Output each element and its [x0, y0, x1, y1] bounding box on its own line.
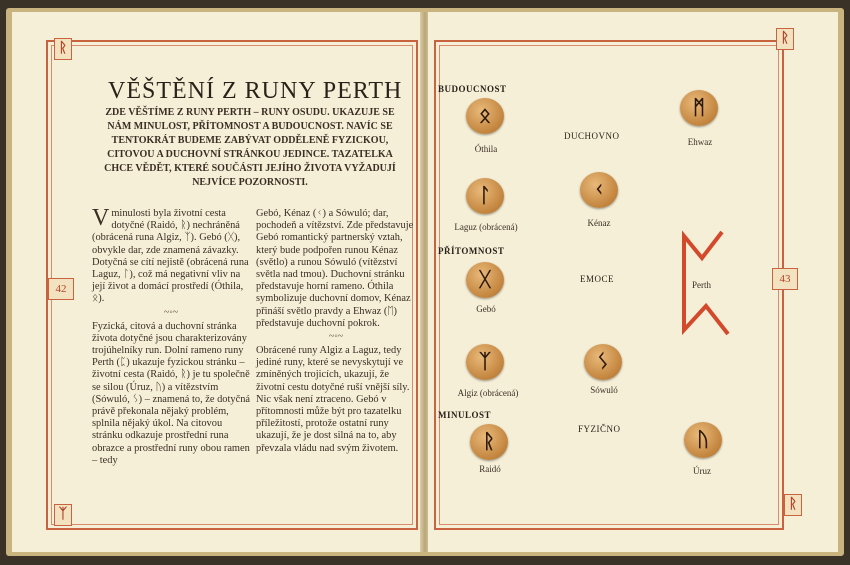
page-number: 43 [772, 268, 798, 290]
flourish-divider: ~◦~ [328, 331, 344, 343]
paragraph: Obrácené runy Algiz a Laguz, tedy jediné runy, které se nevyskytují ve zmíněných trojicích, ukazují, že životní cestu dotyčné ruší vnější síly. Nic však není ztraceno. Gebó v přítomnosti může být pro tazatelku příležitostí, protože ostatní runy ukazují, že je dost silná na to, aby převzala vládu nad svým životem. [256, 345, 410, 454]
rune-caption: Sówuló [590, 385, 618, 395]
drop-cap: V [92, 205, 110, 231]
raido-rune-icon: ᚱ [470, 424, 508, 460]
rune-caption: Laguz (obrácená) [454, 222, 518, 232]
rune-caption: Gebó [476, 304, 496, 314]
category-label-physical: FYZIČNO [578, 424, 621, 434]
ehwaz-rune-icon: ᛗ [680, 90, 718, 126]
section-label-future: BUDOUCNOST [438, 84, 507, 94]
open-book [6, 8, 844, 556]
flourish-divider: ~◦~ [163, 306, 179, 318]
section-label-past: MINULOST [438, 410, 492, 420]
page-title: VĚŠTĚNÍ Z RUNY PERTH [108, 78, 403, 104]
rune-caption: Úruz [693, 466, 711, 476]
intro-paragraph: ZDE VĚŠTÍME Z RUNY PERTH – RUNY OSUDU. UKAZUJE SE NÁM MINULOST, PŘÍTOMNOST A BUDOUCNOST. NAVÍC SE TENTOKRÁT BUDEME ZABÝVAT ODDĚLENĚ FYZICKOU, CITOVOU A DUCHOVNÍ STRÁNKOU JEDINCE. TAZATELKA CHCE VĚDĚT, KTERÉ SOUČÁSTI JEJÍHO ŽIVOTA VYŽADUJÍ NEJVÍCE POZORNOSTI. [104, 107, 396, 188]
kenaz-rune-icon: ᚲ [580, 172, 618, 208]
rune-caption: Kénaz [587, 218, 611, 228]
rune-caption: Perth [692, 280, 711, 290]
right-page [428, 12, 838, 552]
othila-rune-icon: ᛟ [466, 98, 504, 134]
rune-caption: Ehwaz [687, 137, 713, 147]
section-label-present: PŘÍTOMNOST [438, 246, 505, 256]
paragraph: Fyzická, citová a duchovní stránka života dotyčné jsou charakterizovány trojúhelníky run. Dolní rameno runy Perth (ᛈ) ukazuje fyzickou stránku – životní cesta (Raidó, ᚱ) je tu společně se silou (Úruz, ᚢ) a vítězstvím (Sówuló, ᛊ) – znamená to, že dotyčná právě překonala nějaký problém, splnila nějaký úkol. Na citovou stránku odkazuje prostřední runa obrazce a prostřední runy obou ramen – tedy [92, 320, 251, 466]
text-column-2 [256, 208, 416, 455]
rune-caption: Óthila [474, 144, 498, 154]
algiz-rune-icon: ᛉ [466, 344, 504, 380]
rune-caption: Algiz (obrácená) [457, 388, 519, 398]
uruz-rune-icon: ᚢ [684, 422, 722, 458]
gebo-rune-icon: ᚷ [466, 262, 504, 298]
sowulo-rune-icon: ᛊ [584, 344, 622, 380]
category-label-emotional: EMOCE [580, 274, 614, 284]
paragraph: Gebó, Kénaz (ᚲ) a Sówuló; dar, pochodeň a vítězství. Zde představuje Gebó romantický partnerský vztah, který bude podpořen runou Kénaz (světlo) a runou Sówuló (vítězství světla nad tmou). Duchovní stránku představuje horní rameno. Óthila symbolizuje duchovní domov, Kénaz přináší světlo pravdy a Ehwaz (ᛖ) představuje duchovní pokrok. [256, 208, 414, 329]
corner-rune-icon: ᚱ [54, 38, 72, 60]
corner-rune-icon: ᛉ [54, 504, 72, 526]
rune-caption: Raidó [479, 464, 501, 474]
left-page [12, 12, 422, 552]
category-label-spiritual: DUCHOVNO [564, 131, 620, 141]
corner-rune-icon: ᚱ [784, 494, 802, 516]
laguz-rune-icon: ᛚ [466, 178, 504, 214]
paragraph: minulosti byla životní cesta dotyčné (Raidó, ᚱ) nechráněná (obrácená runa Algiz, ᛉ). Gebó (ᚷ), obvykle dar, zde znamená závazky. Dotyčná se cítí nejistě (obrácená runa Laguz, ᛚ), což má negativní vliv na její život a domácí prostředí (Óthila, ᛟ). [92, 208, 249, 305]
page-number: 42 [48, 278, 74, 300]
text-column-1 [92, 205, 251, 467]
corner-rune-icon: ᚱ [776, 28, 794, 50]
